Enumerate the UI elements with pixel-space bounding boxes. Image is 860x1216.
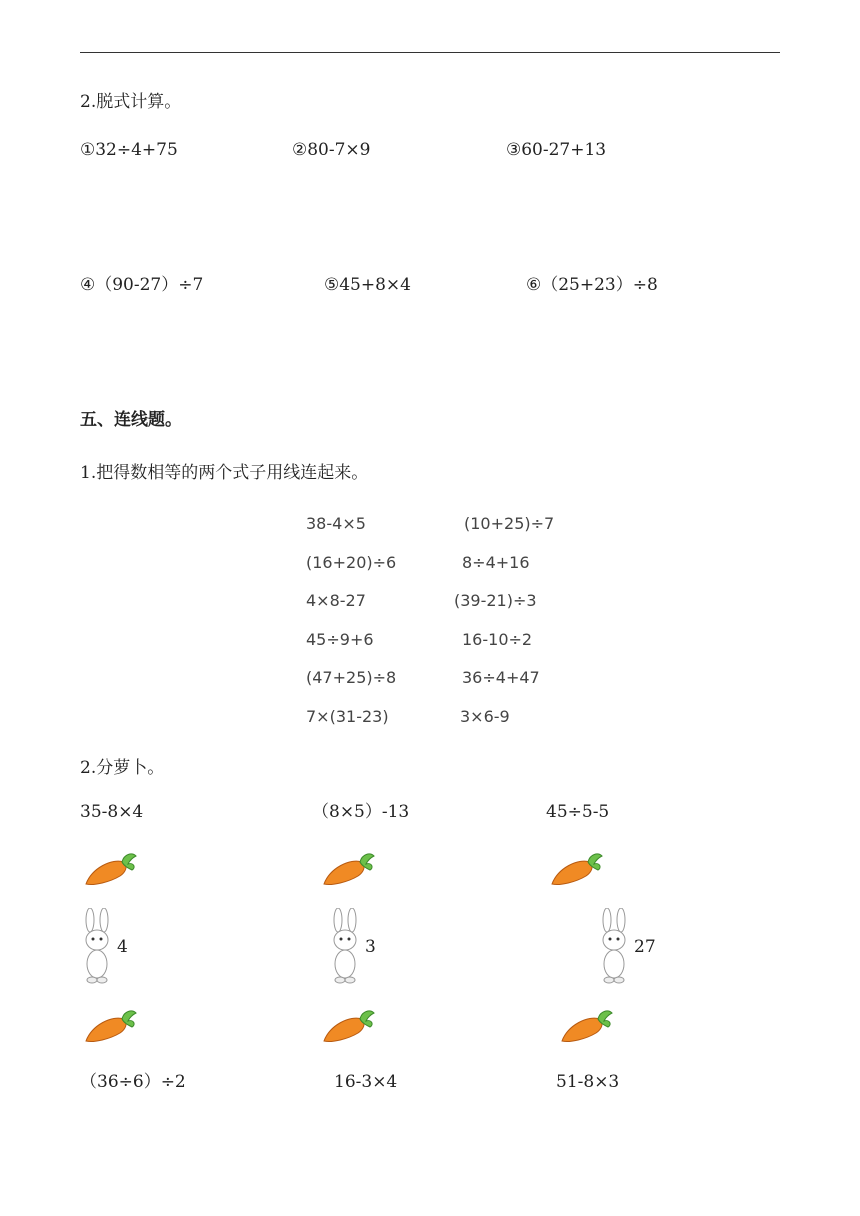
calc-1: ①32÷4+75 [80,140,178,160]
bunny-number-1: 4 [117,937,128,957]
bunny-number-2: 3 [365,937,376,957]
calc-2: ②80-7×9 [292,140,371,160]
carrot-question-title: 2.分萝卜。 [80,758,165,778]
top-expr-3: 45÷5-5 [546,802,610,822]
carrot-icon[interactable] [320,848,376,890]
top-expr-1: 35-8×4 [80,802,144,822]
carrot-icon[interactable] [320,1005,376,1047]
bottom-expr-1: （36÷6）÷2 [80,1072,186,1092]
carrot-icon[interactable] [548,848,604,890]
carrot-icon[interactable] [558,1005,614,1047]
match-left-3[interactable]: 4×8-27 [306,591,366,610]
carrot-icon[interactable] [82,848,138,890]
match-right-1[interactable]: (10+25)÷7 [464,514,555,533]
match-left-6[interactable]: 7×(31-23) [306,707,389,726]
match-right-3[interactable]: (39-21)÷3 [454,591,537,610]
calc-3: ③60-27+13 [506,140,607,160]
match-right-4[interactable]: 16-10÷2 [462,630,533,649]
match-left-5[interactable]: (47+25)÷8 [306,668,397,687]
bunny-icon[interactable] [597,908,633,986]
match-left-4[interactable]: 45÷9+6 [306,630,374,649]
bunny-icon[interactable] [328,908,364,986]
match-right-5[interactable]: 36÷4+47 [462,668,540,687]
calc-6: ⑥（25+23）÷8 [526,275,658,295]
bunny-icon[interactable] [80,908,116,986]
match-right-6[interactable]: 3×6-9 [460,707,510,726]
question-2-title: 2.脱式计算。 [80,92,182,112]
top-expr-2: （8×5）-13 [312,802,410,822]
bunny-number-3: 27 [634,937,656,957]
bottom-expr-2: 16-3×4 [334,1072,398,1092]
header-rule [80,52,780,53]
matching-title: 1.把得数相等的两个式子用线连起来。 [80,463,369,483]
calc-5: ⑤45+8×4 [324,275,411,295]
match-right-2[interactable]: 8÷4+16 [462,553,530,572]
bottom-expr-3: 51-8×3 [556,1072,620,1092]
match-left-1[interactable]: 38-4×5 [306,514,366,533]
match-left-2[interactable]: (16+20)÷6 [306,553,397,572]
carrot-icon[interactable] [82,1005,138,1047]
section-5-title: 五、连线题。 [80,410,182,430]
calc-4: ④（90-27）÷7 [80,275,204,295]
